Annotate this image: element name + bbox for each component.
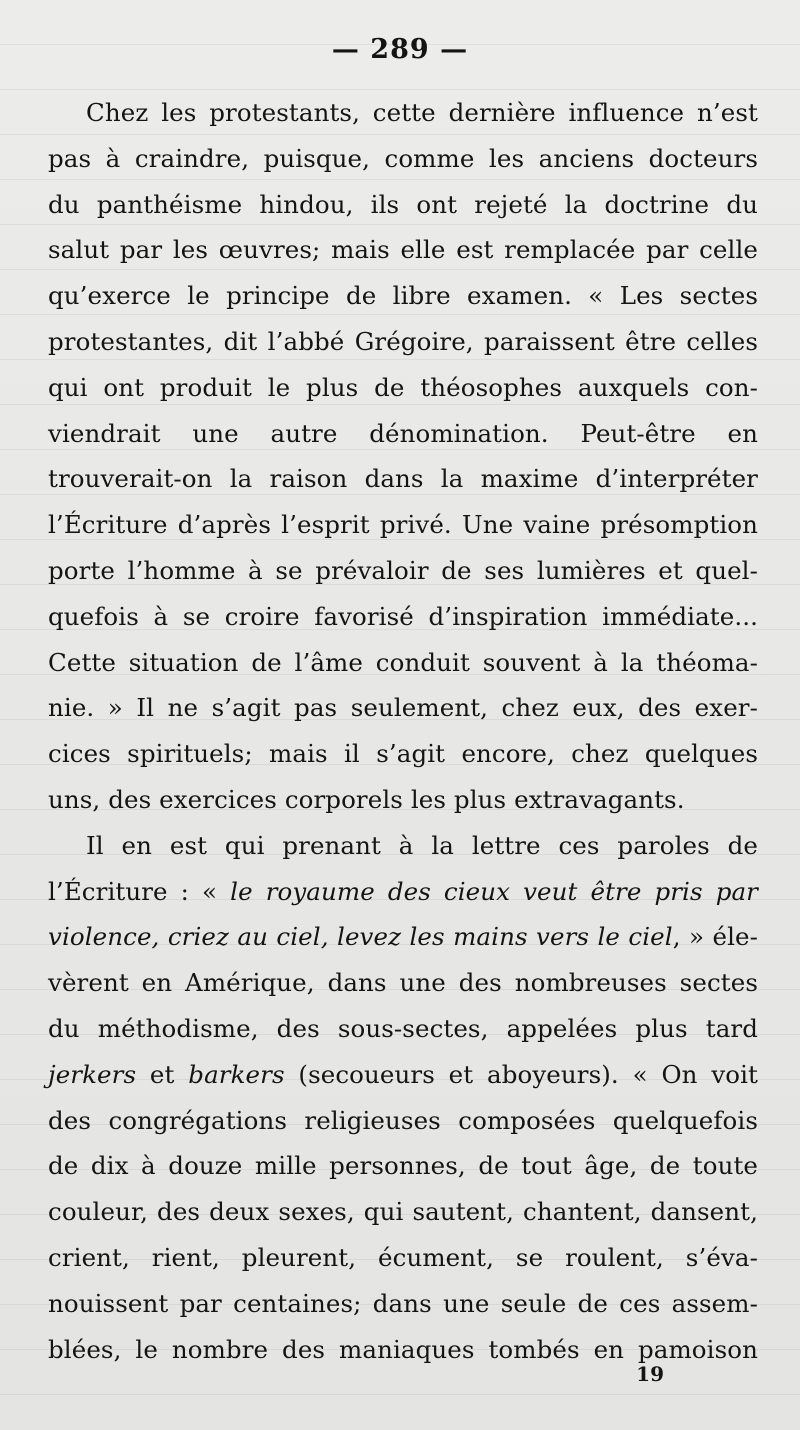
italic-text: jerkers xyxy=(48,1059,137,1089)
text-run: des congrégations religieuses composées quelquefois xyxy=(48,1105,758,1135)
text-line xyxy=(48,227,758,273)
text-line xyxy=(48,365,758,411)
text-line xyxy=(48,777,758,823)
text-run: l’Écriture : « xyxy=(48,876,231,906)
text-line xyxy=(48,182,758,228)
text-line xyxy=(48,594,758,640)
italic-text: violence, criez au ciel, levez les mains vers le ciel xyxy=(48,922,673,952)
body-text xyxy=(48,90,758,1372)
page-number-header: — 289 — xyxy=(331,34,469,65)
text-line xyxy=(48,640,758,686)
text-run: et xyxy=(136,1059,189,1089)
text-run: du panthéisme hindou, ils ont rejeté la doctrine du xyxy=(48,189,758,219)
text-line xyxy=(48,1189,758,1235)
text-line xyxy=(48,1281,758,1327)
text-line xyxy=(48,823,758,869)
text-run: couleur, des deux sexes, qui sautent, chantent, dansent, xyxy=(48,1197,758,1227)
text-line xyxy=(48,273,758,319)
text-run: , » éle- xyxy=(672,922,758,952)
text-run: Il en est qui prenant à la lettre ces paroles de xyxy=(86,830,758,860)
text-run: uns, des exercices corporels les plus extravagants. xyxy=(48,784,685,814)
text-line xyxy=(48,411,758,457)
text-line xyxy=(48,136,758,182)
text-run: qu’exerce le principe de libre examen. « Les sectes xyxy=(48,281,758,311)
text-line xyxy=(48,731,758,777)
text-run: crient, rient, pleurent, écument, se roulent, s’éva- xyxy=(48,1242,758,1272)
text-line xyxy=(48,1052,758,1098)
text-run: blées, le nombre des maniaques tombés en pamoison xyxy=(48,1334,758,1364)
italic-text: barkers xyxy=(188,1059,285,1089)
text-line xyxy=(48,502,758,548)
italic-text: le royaume des cieux veut être pris par xyxy=(230,876,758,906)
text-run: Cette situation de l’âme conduit souvent à la théoma- xyxy=(48,647,758,677)
text-line xyxy=(48,90,758,136)
text-line xyxy=(48,869,758,915)
signature-mark: 19 xyxy=(636,1362,664,1386)
text-run: pas à craindre, puisque, comme les anciens docteurs xyxy=(48,143,758,173)
text-run: porte l’homme à se prévaloir de ses lumières et quel- xyxy=(48,555,758,585)
text-line xyxy=(48,960,758,1006)
text-run: viendrait une autre dénomination. Peut-être en xyxy=(48,418,758,448)
text-run: nie. » Il ne s’agit pas seulement, chez eux, des exer- xyxy=(48,693,758,723)
text-run: de dix à douze mille personnes, de tout âge, de toute xyxy=(48,1151,758,1181)
text-run: quefois à se croire favorisé d’inspiration immédiate... xyxy=(48,601,758,631)
text-run: salut par les œuvres; mais elle est remplacée par celle xyxy=(48,235,758,265)
text-run: du méthodisme, des sous-sectes, appelées plus tard xyxy=(48,1013,758,1043)
text-line xyxy=(48,319,758,365)
text-line xyxy=(48,1143,758,1189)
text-line xyxy=(48,685,758,731)
text-run: trouverait-on la raison dans la maxime d’interpréter xyxy=(48,464,758,494)
text-line xyxy=(48,1006,758,1052)
text-run: (secoueurs et aboyeurs). « On voit xyxy=(284,1059,758,1089)
text-run: nouissent par centaines; dans une seule de ces assem- xyxy=(48,1288,758,1318)
text-line xyxy=(48,1098,758,1144)
text-run: vèrent en Amérique, dans une des nombreuses sectes xyxy=(48,968,758,998)
text-run: protestantes, dit l’abbé Grégoire, paraissent être celles xyxy=(48,326,758,356)
text-line xyxy=(48,548,758,594)
text-run: Chez les protestants, cette dernière influence n’est xyxy=(86,98,758,127)
text-run: l’Écriture d’après l’esprit privé. Une vaine présomption xyxy=(48,510,758,540)
text-line xyxy=(48,914,758,960)
text-line xyxy=(48,456,758,502)
text-run: qui ont produit le plus de théosophes auxquels con- xyxy=(48,372,758,402)
text-line xyxy=(48,1235,758,1281)
text-run: cices spirituels; mais il s’agit encore, chez quelques xyxy=(48,739,758,769)
